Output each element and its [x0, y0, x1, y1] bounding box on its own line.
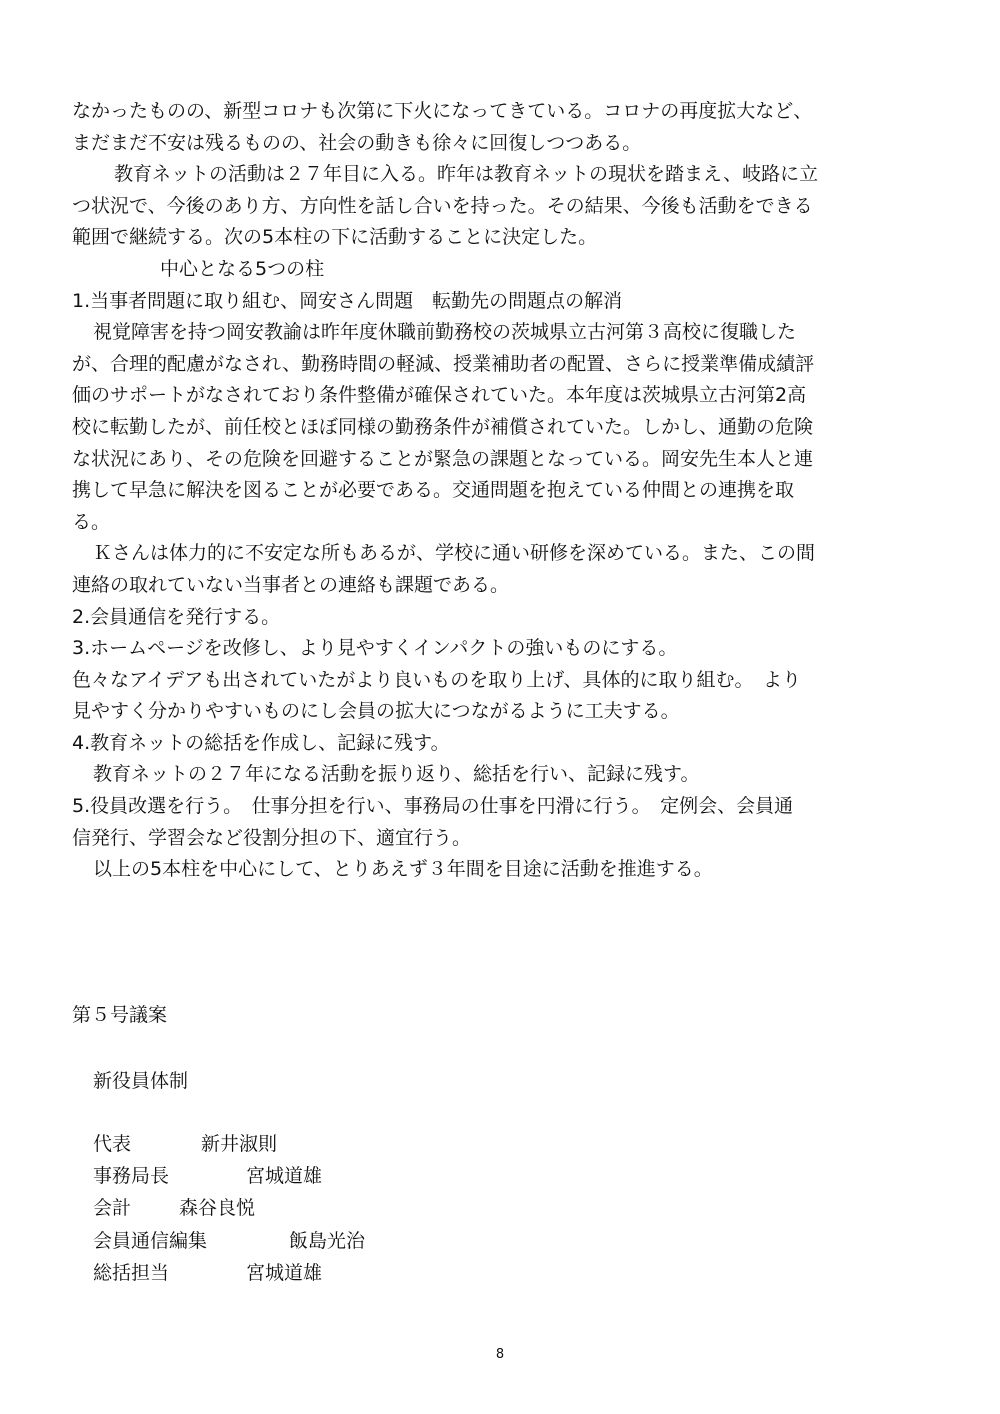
body-text [72, 96, 932, 886]
officer-role: 会計 [93, 1197, 132, 1219]
paragraph-line: まだまだ不安は残るものの、社会の動きも徐々に回復しつつある。 [72, 131, 642, 154]
paragraph-line: 色々なアイデアも出されていたがより良いものを取り上げ、具体的に取り組む。 より [72, 668, 802, 691]
section-heading: 中心となる5つの柱 [160, 257, 325, 280]
paragraph-line: 見やすく分かりやすいものにし会員の拡大につながるように工夫する。 [72, 700, 680, 723]
paragraph-line: 連絡の取れていない当事者との連絡も課題である。 [72, 573, 510, 596]
pillar-heading: 1.当事者問題に取り組む、岡安さん問題 転勤先の問題点の解消 [72, 289, 623, 312]
officer-name: 宮城道雄 [246, 1165, 323, 1187]
paragraph-line: 教育ネットの活動は２７年目に入る。昨年は教育ネットの現状を踏まえ、岐路に立 [114, 163, 819, 186]
paragraph-line: 携して早急に解決を図ることが必要である。交通問題を抱えている仲間との連携を取 [72, 479, 795, 502]
paragraph-line: 教育ネットの２７年になる活動を振り返り、総括を行い、記録に残す。 [93, 763, 700, 786]
officer-row [93, 1259, 322, 1287]
pillar-heading: 2.会員通信を発行する。 [72, 605, 281, 628]
officer-name: 飯島光治 [289, 1230, 366, 1252]
officer-row [93, 1194, 255, 1222]
paragraph-line: Ｋさんは体力的に不安定な所もあるが、学校に通い研修を深めている。また、この間 [93, 542, 816, 565]
officer-row [93, 1162, 322, 1190]
pillar-heading: 5.役員改選を行う。 仕事分担を行い、事務局の仕事を円滑に行う。 定例会、会員通 [72, 795, 794, 818]
paragraph-line: なかったものの、新型コロナも次第に下火になってきている。コロナの再度拡大など、 [72, 100, 813, 122]
paragraph-line: 校に転勤したが、前任校とほぼ同様の勤務条件が補償されていた。しかし、通勤の危険 [72, 415, 814, 438]
paragraph-line: つ状況で、今後のあり方、方向性を話し合いを持った。その結果、今後も活動をできる [72, 194, 813, 217]
paragraph-line: が、合理的配慮がなされ、勤務時間の軽減、授業補助者の配置、さらに授業準備成績評 [72, 352, 815, 375]
agenda-subtitle: 新役員体制 [93, 1070, 189, 1092]
paragraph-line: る。 [72, 510, 111, 533]
pillar-heading: 3.ホームページを改修し、より見やすくインパクトの強いものにする。 [72, 637, 678, 660]
agenda-title: 第５号議案 [72, 1004, 168, 1026]
officer-row [93, 1130, 277, 1158]
officer-name: 宮城道雄 [246, 1262, 323, 1284]
paragraph-line: 視覚障害を持つ岡安教諭は昨年度休職前勤務校の茨城県立古河第３高校に復職した [93, 321, 797, 344]
paragraph-line: 以上の5本柱を中心にして、とりあえず３年間を目途に活動を推進する。 [93, 858, 713, 881]
paragraph-line: 信発行、学習会など役割分担の下、適宜行う。 [72, 826, 472, 849]
officer-role: 会員通信編集 [93, 1230, 208, 1252]
officer-role: 代表 [93, 1133, 132, 1155]
officer-role: 事務局長 [93, 1165, 170, 1187]
officer-name: 新井淑則 [201, 1133, 278, 1155]
paragraph-line: な状況にあり、その危険を回避することが緊急の課題となっている。岡安先生本人と連 [72, 447, 814, 470]
officer-name: 森谷良悦 [179, 1197, 256, 1219]
officer-role: 総括担当 [93, 1262, 170, 1284]
officer-row [93, 1227, 365, 1255]
pillar-heading: 4.教育ネットの総括を作成し、記録に残す。 [72, 731, 450, 754]
page-number: 8 [495, 1347, 505, 1362]
paragraph-line: 価のサポートがなされており条件整備が確保されていた。本年度は茨城県立古河第2高 [72, 384, 807, 407]
paragraph-line: 範囲で継続する。次の5本柱の下に活動することに決定した。 [72, 226, 598, 249]
